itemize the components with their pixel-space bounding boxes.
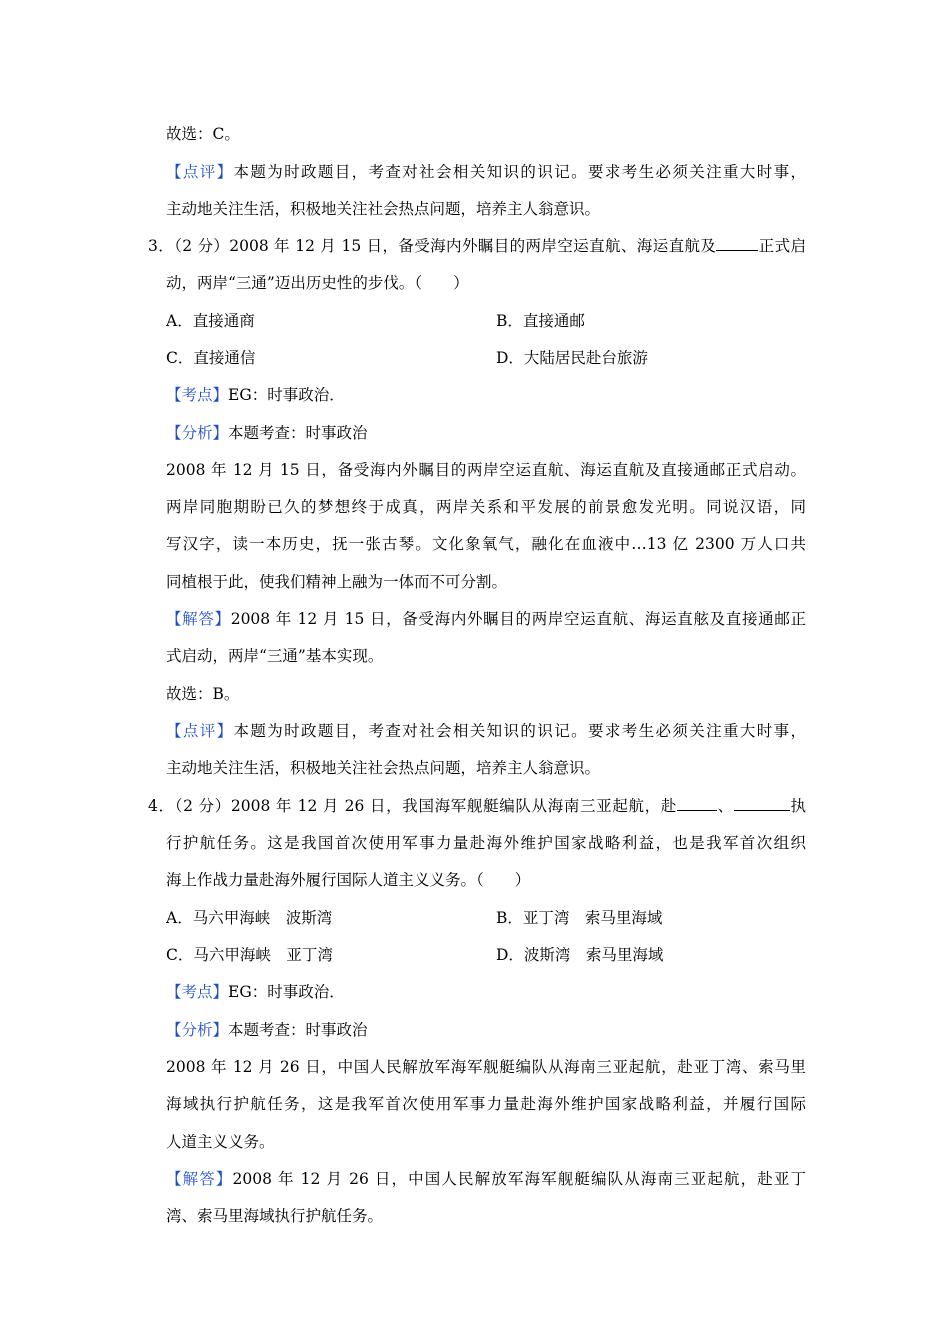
kaodian-tag: 【考点】: [166, 386, 229, 404]
q4-option-d: D．波斯湾 索马里海域: [496, 946, 664, 964]
fenxi-tag: 【分析】: [166, 424, 229, 442]
jieda-text: 2008 年 12 月 26 日，中国人民解放军海军舰艇编队从海南三亚起航，赴亚丁: [232, 1170, 806, 1188]
q4-blank-2: [734, 796, 790, 811]
dianping-text: 本题为时政题目，考查对社会相关知识的识记。要求考生必须关注重大时事，: [233, 722, 806, 740]
q4-options-row1: [166, 908, 663, 928]
q3-dianping-line2: 主动地关注生活，积极地关注社会热点问题，培养主人翁意识。: [166, 759, 601, 777]
q3-analysis-line4: 同植根于此，使我们精神上融为一体而不可分割。: [166, 573, 508, 591]
q3-conclusion: 故选：B。: [166, 685, 240, 703]
q4-analysis-line3: 人道主义义务。: [166, 1133, 275, 1151]
fenxi-tag: 【分析】: [166, 1021, 229, 1039]
q4-analysis-line2: 海域执行护航任务，这是我军首次使用军事力量赴海外维护国家战略利益，并履行国际: [166, 1095, 806, 1113]
q3-stem-text: （2 分）2008 年 12 月 15 日，备受海内外瞩目的两岸空运直航、海运直航及: [174, 237, 717, 255]
kaodian-text: EG：时事政治．: [228, 983, 345, 1001]
q3-kaodian: [166, 385, 345, 405]
q3-number: 3．: [148, 237, 175, 255]
q4-option-b: B．亚丁湾 索马里海域: [496, 909, 663, 927]
q3-option-d: D．大陆居民赴台旅游: [496, 349, 648, 367]
q3-jieda-line1: [166, 609, 806, 629]
q2-comment-line2: 主动地关注生活，积极地关注社会热点问题，培养主人翁意识。: [166, 200, 601, 218]
q3-analysis-line3: 写汉字，读一本历史，抚一张古琴。文化象氧气，融化在血液中…13 亿 2300 万人口共: [166, 535, 806, 553]
q3-dianping-line1: [166, 721, 806, 741]
q4-stem-sep: 、: [716, 797, 734, 815]
q2-comment-line1: [166, 162, 806, 182]
dianping-tag: 【点评】: [166, 722, 234, 740]
jieda-tag: 【解答】: [166, 610, 231, 628]
q3-option-c: C．直接通信: [166, 349, 256, 367]
q4-option-c: C．马六甲海峡 亚丁湾: [166, 946, 333, 964]
q4-jieda-line2: 湾、索马里海域执行护航任务。: [166, 1207, 384, 1225]
q3-fenxi: [166, 423, 368, 443]
fenxi-text: 本题考查：时事政治: [228, 424, 368, 442]
q4-kaodian: [166, 982, 345, 1002]
q4-stem-tail: 执: [789, 797, 806, 815]
q3-blank: [716, 236, 758, 251]
q3-options-row1: [166, 311, 585, 331]
q4-fenxi: [166, 1020, 368, 1040]
jieda-tag: 【解答】: [166, 1170, 233, 1188]
q4-stem-line1: [148, 796, 806, 816]
q3-jieda-line2: 式启动，两岸“三通”基本实现。: [166, 647, 384, 665]
q3-analysis-line1: 2008 年 12 月 15 日，备受海内外瞩目的两岸空运直航、海运直航及直接通邮正式启动。: [166, 461, 806, 479]
comment-text: 本题为时政题目，考查对社会相关知识的识记。要求考生必须关注重大时事，: [233, 163, 806, 181]
fenxi-text: 本题考查：时事政治: [228, 1021, 368, 1039]
q2-conclusion: 故选：C。: [166, 125, 240, 143]
q4-stem-line3: 海上作战力量赴海外履行国际人道主义义务。（ ）: [166, 871, 531, 889]
q3-option-b: B．直接通邮: [496, 312, 585, 330]
q3-options-row2: [166, 348, 648, 368]
q3-option-a: A．直接通商: [166, 312, 255, 330]
q4-jieda-line1: [166, 1169, 806, 1189]
comment-tag: 【点评】: [166, 163, 234, 181]
q4-options-row2: [166, 945, 664, 965]
q3-stem-line1: [148, 236, 806, 256]
q3-analysis-line2: 两岸同胞期盼已久的梦想终于成真，两岸关系和平发展的前景愈发光明。同说汉语，同: [166, 498, 806, 516]
q4-option-a: A．马六甲海峡 波斯湾: [166, 909, 333, 927]
q3-stem-tail: 正式启: [758, 237, 806, 255]
q4-analysis-line1: 2008 年 12 月 26 日，中国人民解放军海军舰艇编队从海南三亚起航，赴亚丁湾、索马里: [166, 1058, 806, 1076]
q4-stem-text: （2 分）2008 年 12 月 26 日，我国海军舰艇编队从海南三亚起航，赴: [174, 797, 677, 815]
jieda-text: 2008 年 12 月 15 日，备受海内外瞩目的两岸空运直航、海运直舷及直接通邮正: [230, 610, 806, 628]
q4-number: 4．: [148, 797, 175, 815]
kaodian-tag: 【考点】: [166, 983, 229, 1001]
kaodian-text: EG：时事政治．: [228, 386, 345, 404]
q4-stem-line2: 行护航任务。这是我国首次使用军事力量赴海外维护国家战略利益，也是我军首次组织: [166, 834, 806, 852]
q4-blank-1: [677, 796, 717, 811]
q3-stem-line2: 动，两岸“三通”迈出历史性的步伐。（ ）: [166, 274, 469, 292]
